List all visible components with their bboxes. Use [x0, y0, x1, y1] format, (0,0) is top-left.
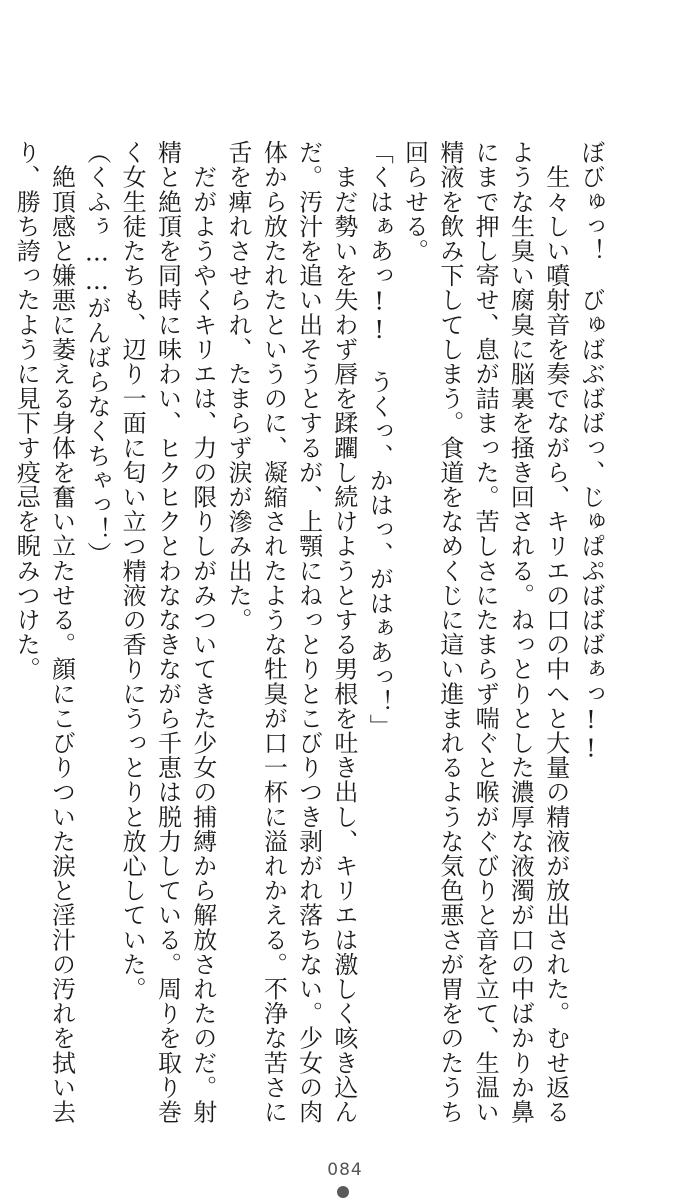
text-line: 精と絶頂を同時に味わい、ヒクヒクとわななきながら千恵は脱力している。周りを取り巻: [153, 140, 182, 1124]
body-text: [12, 140, 608, 1140]
text-line: にまで押し寄せ、息が詰まった。苦しさにたまらず喘ぐと喉がぐびりと音を立て、生温い: [471, 140, 500, 1124]
text-line: り、勝ち誇ったように見下す疫忌を睨みつけた。: [12, 140, 41, 682]
text-line: だがようやくキリエは、力の限りしがみついてきた少女の捕縛から解放されたのだ。射: [188, 140, 217, 1124]
text-line: ような生臭い腐臭に脳裏を掻き回される。ねっとりとした濃厚な液濁が口の中ばかりか鼻: [506, 140, 535, 1124]
text-line: 精液を飲み下してしまう。食道をなめくじに這い進まれるような気色悪さが胃をのたうち: [435, 140, 464, 1124]
text-line: ぼびゅっ！ びゅばぶばばっ、じゅぱぷばばばぁっ!!: [577, 140, 605, 763]
text-line: （くふぅ……がんばらなくちゃっ！）: [82, 140, 111, 567]
text-line: だ。汚汁を追い出そうとするが、上顎にねっとりとこびりつき剥がれ落ちない。少女の肉: [294, 140, 323, 1124]
text-line: 生々しい噴射音を奏でながら、キリエの口の中へと大量の精液が放出された。むせ返る: [541, 140, 570, 1124]
text-line: 回らせる。: [400, 140, 429, 263]
text-line: く女生徒たちも、辺り一面に匂い立つ精液の香りにうっとりと放心していた。: [118, 140, 147, 1001]
page-number: 084: [327, 1160, 363, 1180]
text-line: 「くはぁあっ!! うくっ、かはっ、がはぁあっ！」: [365, 140, 394, 739]
text-line: 体から放たれたというのに、凝縮されたような牡臭が口一杯に溢れかえる。不浄な苦さに: [259, 140, 288, 1124]
text-line: 絶頂感と嫌悪に萎える身体を奮い立たせる。顔にこびりついた涙と淫汁の汚れを拭い去: [47, 140, 76, 1124]
text-line: まだ勢いを失わず唇を蹂躙し続けようとする男根を吐き出し、キリエは激しく咳き込ん: [329, 140, 358, 1124]
page-dot-marker: [337, 1186, 349, 1198]
text-columns: [12, 140, 608, 1140]
text-line: 舌を痺れさせられ、たまらず涙が滲み出た。: [224, 140, 253, 632]
